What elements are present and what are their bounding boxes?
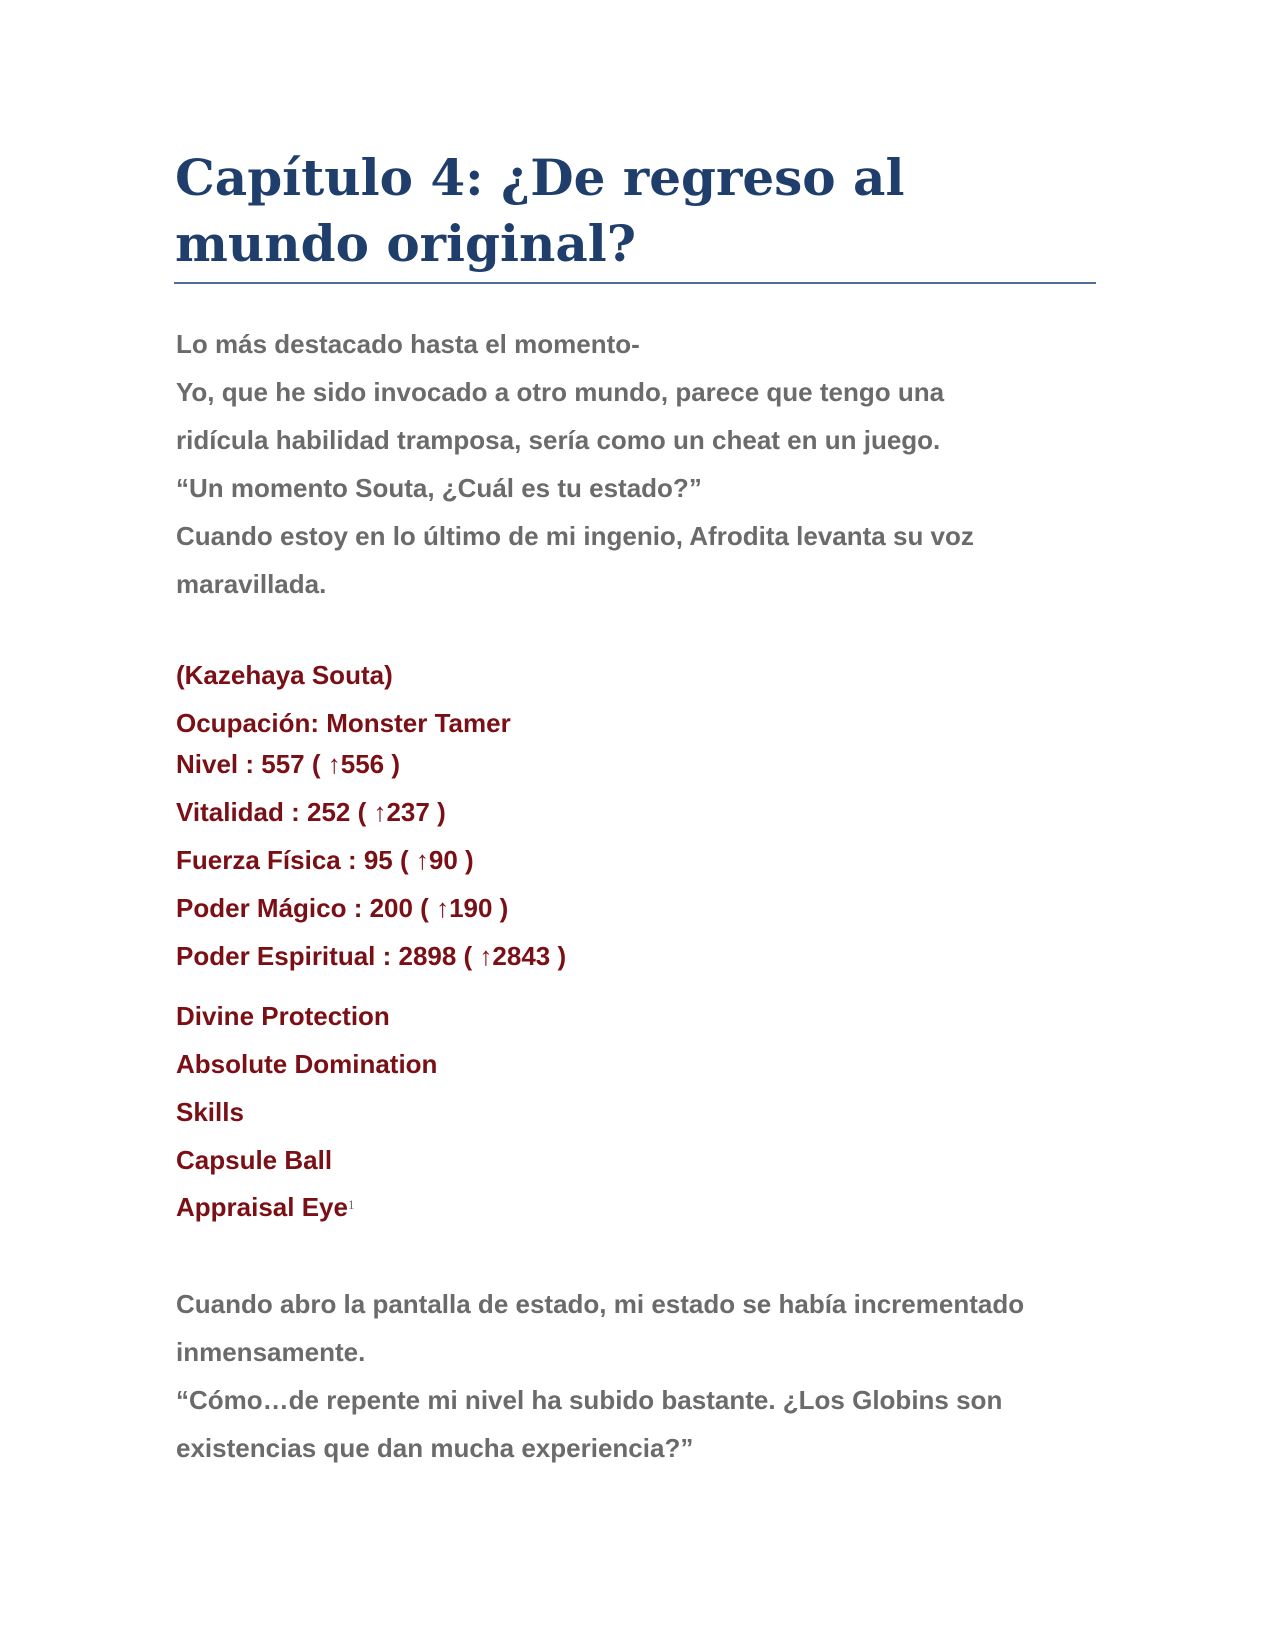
status-occupation: Ocupación: Monster Tamer bbox=[176, 708, 511, 738]
status-name: (Kazehaya Souta) bbox=[176, 660, 393, 690]
status-skills: Skills bbox=[176, 1097, 244, 1127]
outro-line: existencias que dan mucha experiencia?” bbox=[176, 1433, 694, 1463]
status-strength: Fuerza Física : 95 ( ↑90 ) bbox=[176, 845, 474, 875]
intro-text bbox=[176, 320, 1096, 608]
intro-line: ridícula habilidad tramposa, sería como un cheat en un juego. bbox=[176, 425, 941, 455]
intro-line: Lo más destacado hasta el momento- bbox=[176, 329, 640, 359]
status-absolute-domination: Absolute Domination bbox=[176, 1049, 438, 1079]
outro-line: “Cómo…de repente mi nivel ha subido bastante. ¿Los Globins son bbox=[176, 1385, 1003, 1415]
outro-line: inmensamente. bbox=[176, 1337, 366, 1367]
intro-line: “Un momento Souta, ¿Cuál es tu estado?” bbox=[176, 473, 702, 503]
outro-line: Cuando abro la pantalla de estado, mi estado se había incrementado bbox=[176, 1289, 1025, 1319]
status-capsule-ball: Capsule Ball bbox=[176, 1145, 333, 1175]
status-magic: Poder Mágico : 200 ( ↑190 ) bbox=[176, 893, 509, 923]
status-vitality: Vitalidad : 252 ( ↑237 ) bbox=[176, 797, 446, 827]
intro-line: Yo, que he sido invocado a otro mundo, parece que tengo una bbox=[176, 377, 945, 407]
outro-text bbox=[176, 1280, 1096, 1472]
title-underline bbox=[174, 282, 1096, 284]
status-appraisal-eye bbox=[176, 1192, 354, 1222]
appraisal-eye-label: Appraisal Eye bbox=[176, 1192, 348, 1222]
status-spiritual: Poder Espiritual : 2898 ( ↑2843 ) bbox=[176, 941, 567, 971]
intro-line: maravillada. bbox=[176, 569, 327, 599]
chapter-title: Capítulo 4: ¿De regreso al mundo original? bbox=[175, 148, 905, 273]
intro-line: Cuando estoy en lo último de mi ingenio, Afrodita levanta su voz bbox=[176, 521, 974, 551]
status-divine-protection: Divine Protection bbox=[176, 1001, 390, 1031]
status-level: Nivel : 557 ( ↑556 ) bbox=[176, 749, 400, 779]
footnote-reference[interactable]: 1 bbox=[347, 1197, 355, 1212]
